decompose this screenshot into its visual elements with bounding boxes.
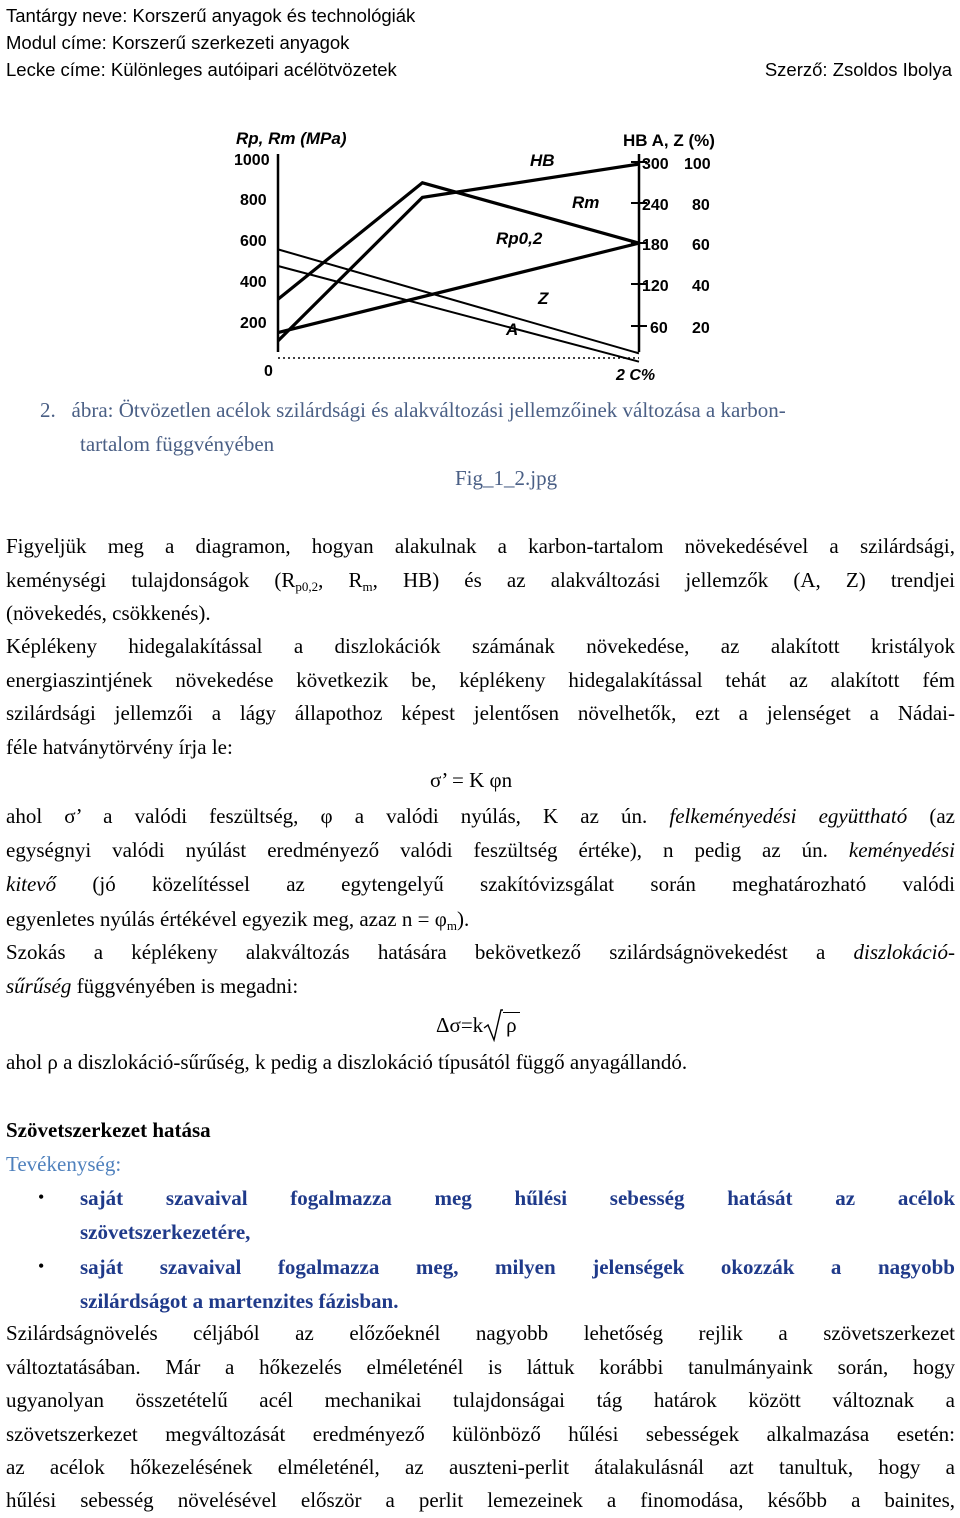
hb-tick: 120 — [642, 278, 669, 295]
hb-tick: 240 — [642, 197, 669, 214]
header-subject: Tantárgy neve: Korszerű anyagok és technológiák — [6, 5, 416, 26]
figure-caption-line1 — [40, 394, 786, 427]
paragraph-2-line: féle hatványtörvény írja le: — [6, 735, 233, 759]
paragraph-6-line: ugyanolyan összetételű acél mechanikai tulajdonságai tág határok között változnak a — [6, 1388, 955, 1412]
bullet-2-line: szilárdságot a martenzites fázisban. — [80, 1289, 399, 1313]
az-tick: 60 — [692, 237, 710, 254]
paragraph-2-line: energiaszintjének növekedése következik be, képlékeny hidegalakítással tehát az alakított fém — [6, 668, 955, 692]
activity-label: Tevékenység: — [6, 1152, 122, 1176]
series-line-a — [278, 266, 639, 362]
x-end-label: 2 C% — [616, 367, 656, 384]
section-title: Szövetszerkezet hatása — [6, 1118, 211, 1142]
bullet-1-line: szövetszerkezetére, — [80, 1220, 251, 1244]
curve-label-z: Z — [538, 289, 549, 308]
bullet-1-line: saját szavaival fogalmazza meg hűlési sebesség hatását az acélok — [80, 1186, 955, 1210]
paragraph-6-line: szövetszerkezet megváltozását eredményező különböző hűlési sebességek alkalmazása esetén: — [6, 1422, 955, 1446]
figure-diagram — [220, 118, 740, 388]
y-right-label: HB A, Z (%) — [623, 131, 715, 150]
paragraph-2-line: Képlékeny hidegalakítással a diszlokációk számának növekedése, az alakított kristályok — [6, 634, 955, 658]
caption-text: ábra: Ötvözetlen acélok szilárdsági és alakváltozási jellemzőinek változása a karbon- — [71, 398, 786, 422]
bullet-dot: • — [38, 1187, 45, 1207]
header-module: Modul címe: Korszerű szerkezeti anyagok — [6, 32, 350, 53]
bullet-dot: • — [38, 1256, 45, 1276]
header-lesson: Lecke címe: Különleges autóipari acélötvözetek — [6, 59, 397, 80]
paragraph-6-line: hűlési sebesség növelésével először a perlit lemezeinek a finomodása, később a bainites, — [6, 1488, 955, 1512]
hb-tick: 180 — [642, 237, 669, 254]
left-tick: 200 — [240, 315, 267, 332]
paragraph-1-line: (növekedés, csökkenés). — [6, 601, 211, 625]
az-tick: 80 — [692, 197, 710, 214]
header-author: Szerző: Zsoldos Ibolya — [764, 59, 952, 80]
paragraph-6-line: Szilárdságnövelés céljából az előzőeknél nagyobb lehetőség rejlik a szövetszerkezet — [6, 1321, 955, 1345]
paragraph-6-line: változtatásában. Már a hőkezelés elméleténél is láttuk korábbi tanulmányaink során, hogy — [6, 1355, 955, 1379]
sqrt-sign — [483, 1008, 503, 1042]
left-tick: 1000 — [234, 152, 270, 169]
formula-dislocation: Δσ=k ρ — [436, 1008, 520, 1043]
paragraph-3-line: egységnyi valódi nyúlást eredményező valódi feszültség értéke), n pedig az ún. keményedési — [6, 838, 955, 862]
paragraph-3-line: ahol σ’ a valódi feszültség, φ a valódi nyúlás, K az ún. felkeményedési együttható (az — [6, 804, 955, 828]
left-tick: 400 — [240, 274, 267, 291]
az-tick: 100 — [684, 156, 711, 173]
paragraph-4-line: Szokás a képlékeny alakváltozás hatására bekövetkező szilárdságnövekedést a diszlokáció- — [6, 940, 955, 964]
left-tick: 600 — [240, 233, 267, 250]
series-line-z — [278, 249, 639, 353]
curve-label-a: A — [506, 320, 519, 339]
paragraph-6-line: az acélok hőkezelésének elméleténél, az auszteni-perlit átalakulásnál azt tanultuk, hogy a — [6, 1455, 955, 1479]
hb-tick: 300 — [642, 156, 669, 173]
az-tick: 40 — [692, 278, 710, 295]
formula-nadai: σ’ = K φn — [430, 768, 513, 792]
paragraph-1-line: Figyeljük meg a diagramon, hogyan alakulnak a karbon-tartalom növekedésével a szilárdsági, — [6, 534, 955, 558]
left-tick: 800 — [240, 192, 267, 209]
paragraph-4-line: sűrűség függvényében is megadni: — [6, 974, 299, 998]
bullet-2-line: saját szavaival fogalmazza meg, milyen jelenségek okozzák a nagyobb — [80, 1255, 955, 1279]
figure-caption-line2: tartalom függvényében — [80, 432, 275, 456]
az-tick: 20 — [692, 320, 710, 337]
paragraph-3-line: egyenletes nyúlás értékével egyezik meg, azaz $n = \varphi_m$). — [6, 907, 470, 933]
y-left-label: Rp, Rm (MPa) — [236, 129, 347, 148]
paragraph-1-line: keménységi tulajdonságok ($R_{p0,2}$, $R_m$, HB) és az alakváltozási jellemzők (A, Z) trendjei — [6, 568, 955, 594]
curve-label-rp: Rp0,2 — [496, 229, 543, 248]
left-tick: 0 — [264, 363, 273, 380]
figure-file-name: Fig_1_2.jpg — [455, 466, 558, 490]
paragraph-3-line: kitevő (jó közelítéssel az egytengelyű szakítóvizsgálat során meghatározható valódi — [6, 872, 955, 896]
curve-label-rm: Rm — [572, 193, 600, 212]
hb-tick: 60 — [650, 320, 668, 337]
caption-number: 2. — [40, 398, 56, 422]
left-ticks — [234, 152, 273, 380]
curve-label-hb: HB — [530, 151, 555, 170]
paragraph-2-line: szilárdsági jellemzői a lágy állapothoz képest jelentősen növelhetők, ezt a jelenséget a Nádai- — [6, 701, 955, 725]
paragraph-5: ahol ρ a diszlokáció-sűrűség, k pedig a diszlokáció típusától függő anyagállandó. — [6, 1050, 688, 1074]
